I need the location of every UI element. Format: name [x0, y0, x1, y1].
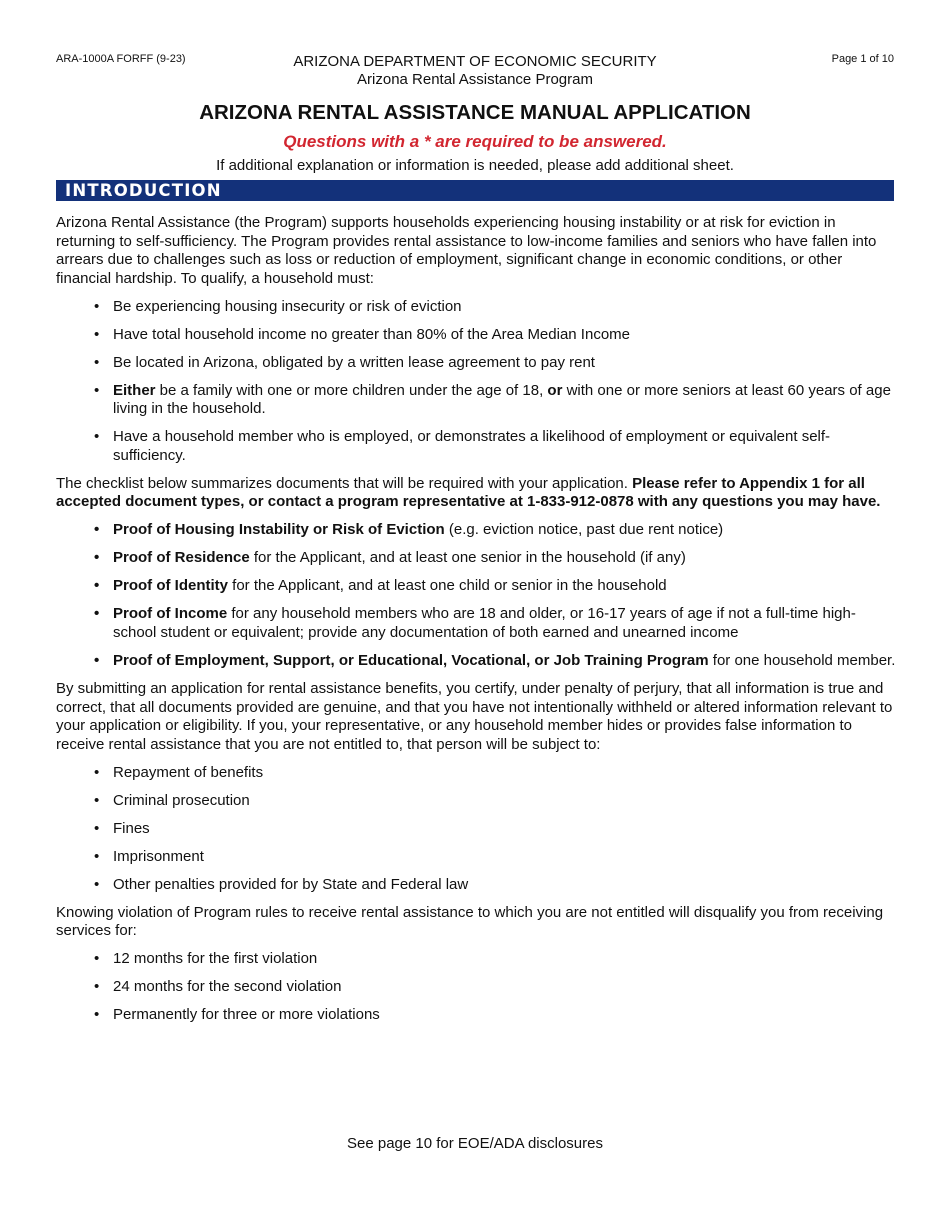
list-item-text: 24 months for the second violation [113, 978, 342, 996]
additional-info-note: If additional explanation or information is needed, please add additional sheet. [216, 157, 734, 174]
list-item: • Other penalties provided for by State and Federal law [94, 875, 469, 893]
intro-paragraph: Arizona Rental Assistance (the Program) supports households experiencing housing instability or at risk for eviction in returning to self-sufficiency. The Program provides rental assistance to low-income families and seniors who have fallen into arrears due to challenges such as loss or reduction of employment, significant change in economic conditions, or other financial hardship. To qualify, a household must: [56, 214, 877, 287]
document-detail: (e.g. eviction notice, past due rent notice) [444, 521, 724, 539]
list-item: • Proof of Housing Instability or Risk of Eviction (e.g. eviction notice, past due rent notice) [94, 521, 724, 539]
agency-name: ARIZONA DEPARTMENT OF ECONOMIC SECURITY [293, 53, 657, 70]
list-item: • Have total household income no greater than 80% of the Area Median Income [94, 325, 630, 343]
list-item-text: Repayment of benefits [113, 763, 264, 781]
checklist-intro [56, 475, 896, 512]
required-note: Questions with a * are required to be answered. [283, 132, 667, 151]
list-item-text: Be located in Arizona, obligated by a written lease agreement to pay rent [113, 353, 595, 371]
list-item-text: 12 months for the first violation [113, 950, 318, 968]
document-detail: for one household member. [708, 651, 896, 669]
list-item-text: Have total household income no greater than 80% of the Area Median Income [113, 325, 630, 343]
either-label: Either [113, 381, 156, 399]
document-type: Proof of Income [113, 605, 228, 623]
list-item: • Proof of Residence for the Applicant, and at least one senior in the household (if any) [94, 549, 686, 567]
list-item: • Be experiencing housing insecurity or risk of eviction [94, 297, 462, 315]
list-item: • Either be a family with one or more children under the age of 18, or with one or more seniors at least 60 years of age living in the household. [94, 381, 891, 418]
list-item-text: Imprisonment [113, 847, 204, 865]
list-item: • 24 months for the second violation [94, 978, 342, 996]
list-item: • Have a household member who is employed, or demonstrates a likelihood of employment or equivalent self-sufficiency. [94, 428, 831, 464]
list-item: • Repayment of benefits [94, 763, 264, 781]
list-item-text: Other penalties provided for by State and Federal law [113, 875, 469, 893]
list-item-text: Fines [113, 819, 150, 837]
list-item: • Imprisonment [94, 847, 204, 865]
page-number: Page 1 of 10 [831, 53, 894, 65]
introduction-content [56, 214, 896, 1034]
form-id: ARA-1000A FORFF (9-23) [56, 53, 186, 65]
list-item-text: be a family with one or more children under the age of 18, [155, 381, 548, 399]
list-item-text: Be experiencing housing insecurity or risk of eviction [113, 297, 462, 315]
list-item-text: Have a household member who is employed, or demonstrates a likelihood of employment or equivalent self-sufficiency. [113, 428, 831, 464]
document-detail: for the Applicant, and at least one child or senior in the household [228, 577, 667, 595]
section-header-introduction [56, 180, 894, 201]
checklist-lead-bold: Please refer to Appendix 1 for all accepted document types, or contact a program representative at 1-833-912-0878 with any questions you may have. [56, 474, 881, 511]
footer-note: See page 10 for EOE/ADA disclosures [347, 1135, 603, 1152]
section-title: INTRODUCTION [65, 181, 222, 200]
list-item-text: Criminal prosecution [113, 791, 250, 809]
list-item: • Criminal prosecution [94, 791, 250, 809]
eligibility-list [56, 298, 896, 466]
document-detail: for any household members who are 18 and older, or 16-17 years of age if not a full-time high-school student or equivalent; provide any documentation of both earned and unearned income [113, 605, 856, 641]
list-item: • Be located in Arizona, obligated by a written lease agreement to pay rent [94, 353, 595, 371]
checklist-lead: The checklist below summarizes documents that will be required with your application. [56, 474, 633, 492]
list-item: • Proof of Employment, Support, or Educational, Vocational, or Job Training Program for one household member. [94, 651, 896, 669]
violation-paragraph: Knowing violation of Program rules to receive rental assistance to which you are not entitled will disqualify you from receiving services for: [56, 903, 884, 940]
list-item: • Permanently for three or more violations [94, 1006, 380, 1024]
document-type: Proof of Identity [113, 577, 228, 595]
list-item: • Fines [94, 819, 150, 837]
document-checklist [56, 521, 896, 670]
violation-list [56, 950, 896, 1025]
penalty-list [56, 764, 896, 895]
list-item: • Proof of Income for any household members who are 18 and older, or 16-17 years of age if not a full-time high-school student or equivalent; provide any documentation of both earned and unearned income [94, 605, 856, 641]
document-type: Proof of Housing Instability or Risk of Eviction [113, 521, 445, 539]
or-label: or [547, 381, 563, 399]
list-item-text: with one or more seniors at least 60 years of age living in the household. [113, 381, 891, 418]
certification-paragraph: By submitting an application for rental assistance benefits, you certify, under penalty of perjury, that all information is true and correct, that all documents provided are genuine, and that you have not intentionally withheld or altered information relevant to your application or eligibility. If you, your representative, or any household member hides or provides false information to receive rental assistance that you are not entitled to, that person will be subject to: [56, 679, 893, 753]
document-type: Proof of Employment, Support, or Educational, Vocational, or Job Training Program [113, 651, 709, 669]
list-item: • Proof of Identity for the Applicant, and at least one child or senior in the household [94, 577, 667, 595]
page-title: ARIZONA RENTAL ASSISTANCE MANUAL APPLICATION [199, 101, 751, 124]
document-type: Proof of Residence [113, 549, 250, 567]
list-item-text: Permanently for three or more violations [113, 1006, 380, 1024]
document-detail: for the Applicant, and at least one senior in the household (if any) [249, 549, 686, 567]
program-name: Arizona Rental Assistance Program [357, 71, 593, 88]
list-item: • 12 months for the first violation [94, 950, 318, 968]
